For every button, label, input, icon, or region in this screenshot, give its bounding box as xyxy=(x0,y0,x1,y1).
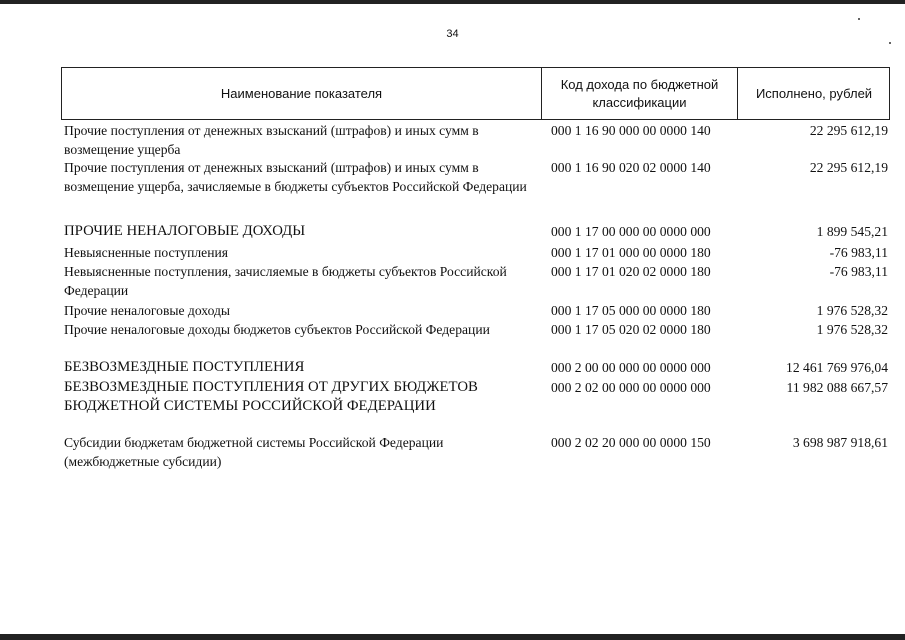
row-code: 000 1 16 90 000 00 0000 140 xyxy=(551,123,711,138)
row-code: 000 1 17 05 000 00 0000 180 xyxy=(551,303,711,318)
row-amount: 1 899 545,21 xyxy=(816,224,888,239)
header-amount: Исполнено, рублей xyxy=(737,68,890,119)
row-code: 000 1 17 01 000 00 0000 180 xyxy=(551,245,711,260)
row-code: 000 2 02 00 000 00 0000 000 xyxy=(551,380,711,395)
row-amount: 22 295 612,19 xyxy=(809,123,888,138)
row-amount: 12 461 769 976,04 xyxy=(786,360,888,375)
row-name: Субсидии бюджетам бюджетной системы Российской Федерации (межбюджетные субсидии) xyxy=(64,435,444,469)
row-code: 000 2 00 00 000 00 0000 000 xyxy=(551,360,711,375)
row-amount: 1 976 528,32 xyxy=(816,322,888,337)
row-name: Прочие неналоговые доходы xyxy=(64,303,231,318)
row-name: Прочие неналоговые доходы бюджетов субъектов Российской Федерации xyxy=(64,322,490,337)
row-code: 000 2 02 20 000 00 0000 150 xyxy=(551,435,711,450)
row-name: Прочие поступления от денежных взысканий (штрафов) и иных сумм в возмещение ущерба, зачисляемые в бюджеты субъектов Российской Федерации xyxy=(64,160,527,194)
row-name: ПРОЧИЕ НЕНАЛОГОВЫЕ ДОХОДЫ xyxy=(64,223,306,239)
row-amount: 11 982 088 667,57 xyxy=(786,380,888,395)
row-name: Невыясненные поступления, зачисляемые в бюджеты субъектов Российской Федерации xyxy=(64,264,507,298)
row-amount: 1 976 528,32 xyxy=(816,303,888,318)
header-name: Наименование показателя xyxy=(220,85,383,101)
header-code: Код дохода по бюджетной классификации xyxy=(541,68,737,119)
row-code: 000 1 16 90 020 02 0000 140 xyxy=(551,160,711,175)
row-amount: -76 983,11 xyxy=(829,245,888,260)
row-name: Невыясненные поступления xyxy=(64,245,229,260)
row-name: БЕЗВОЗМЕЗДНЫЕ ПОСТУПЛЕНИЯ ОТ ДРУГИХ БЮДЖЕТОВ БЮДЖЕТНОЙ СИСТЕМЫ РОССИЙСКОЙ ФЕДЕРАЦИИ xyxy=(64,379,478,414)
row-code: 000 1 17 01 020 02 0000 180 xyxy=(551,264,711,279)
row-amount: 22 295 612,19 xyxy=(809,160,888,175)
row-amount: 3 698 987 918,61 xyxy=(792,435,888,450)
row-name: Прочие поступления от денежных взысканий (штрафов) и иных сумм в возмещение ущерба xyxy=(64,123,479,157)
row-code: 000 1 17 00 000 00 0000 000 xyxy=(551,224,711,239)
row-amount: -76 983,11 xyxy=(829,264,888,279)
page-number: 34 xyxy=(446,28,459,40)
row-name: БЕЗВОЗМЕЗДНЫЕ ПОСТУПЛЕНИЯ xyxy=(64,359,305,375)
row-code: 000 1 17 05 020 02 0000 180 xyxy=(551,322,711,337)
